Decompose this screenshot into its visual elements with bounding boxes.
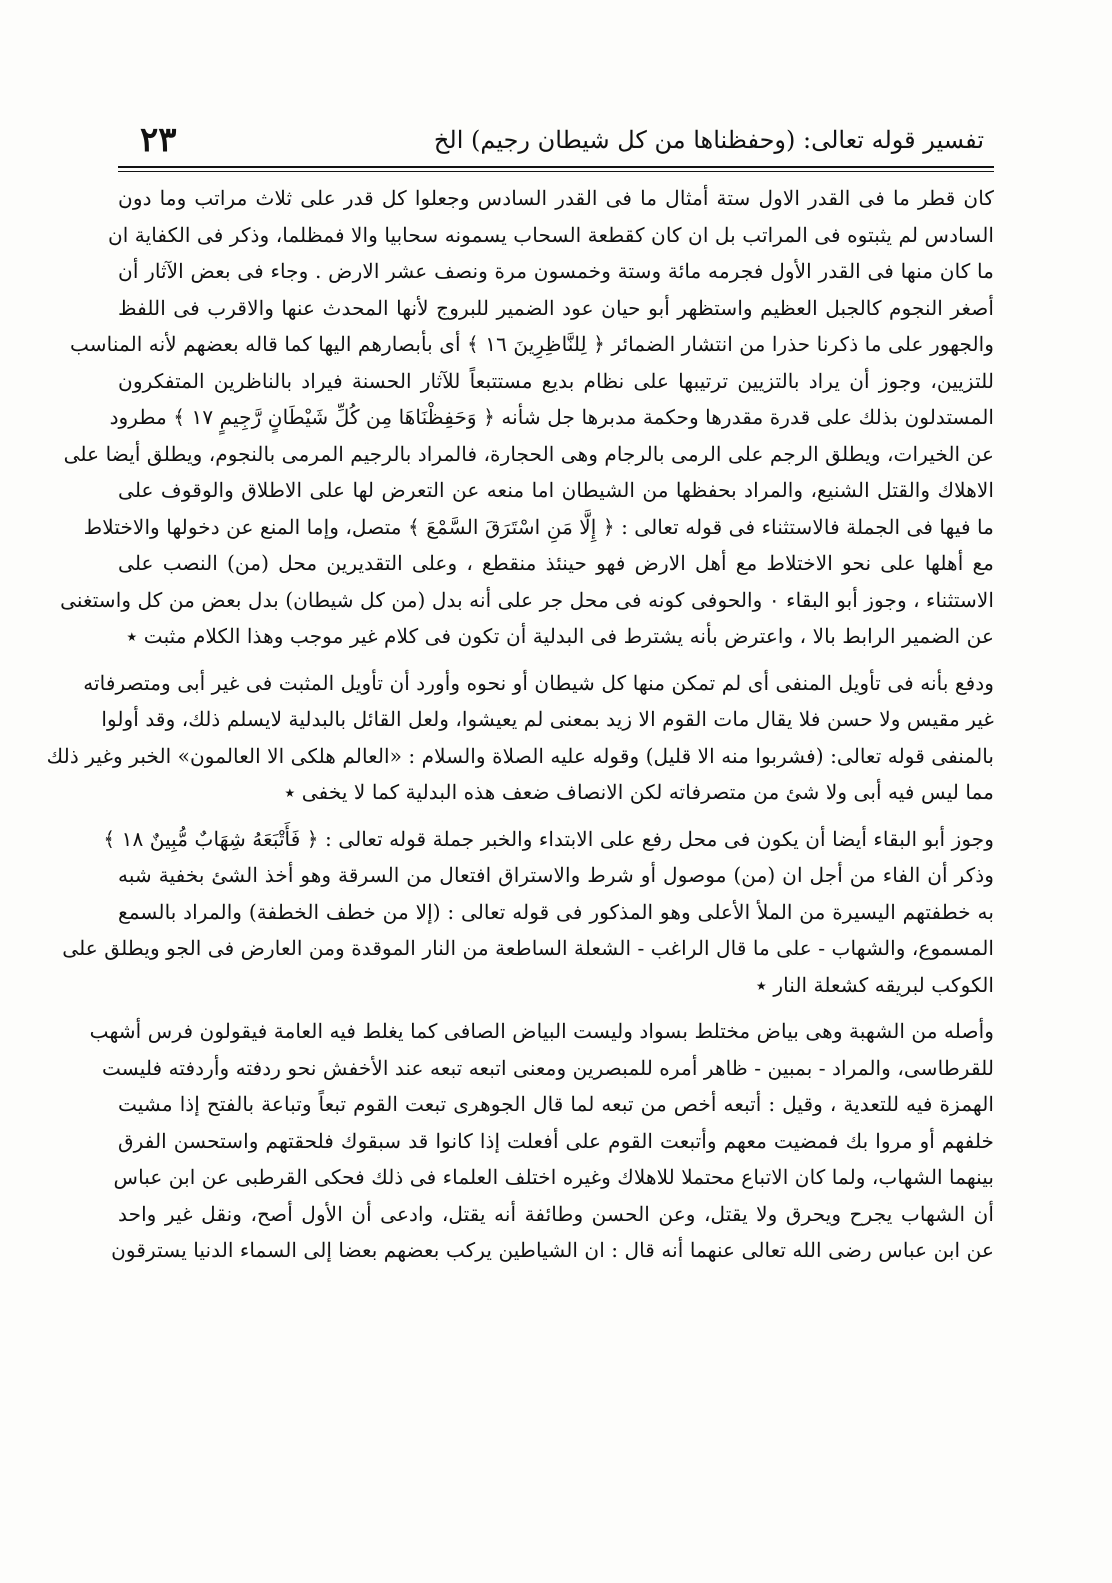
text-line: الهمزة فيه للتعدية ، وقيل : أتبعه أخص من تبعه لما قال الجوهرى تبعت القوم تبعاً وتباعة بالفتح إذا مشيت [118, 1092, 994, 1116]
text-line: الاستثناء ، وجوز أبو البقاء ٠ والحوفى كونه فى محل جر على أنه بدل (من كل شيطان) بدل بعض من كل واستغنى [60, 587, 994, 612]
text-line: للتزيين، وجوز أن يراد بالتزيين ترتيبها على نظام بديع مستتبعاً للآثار الحسنة فيراد بالناظرين المتفكرون [118, 368, 994, 393]
text-line: المستدلون بذلك على قدرة مقدرها وحكمة مدبرها جل شأنه ﴿ وَحَفِظْنَاهَا مِن كُلِّ شَيْطَانٍ رَّجِيمٍ ١٧ ﴾ مطرود [109, 405, 994, 429]
paragraph [46, 665, 994, 811]
text-line: بينهما الشهاب، ولما كان الاتباع محتملا للاهلاك وغيره اختلف العلماء فى ذلك فحكى القرطبى عن ابن عباس [113, 1165, 994, 1189]
running-title: تفسير قوله تعالى: (وحفظناها من كل شيطان رجيم) الخ [433, 126, 984, 154]
text-line: مع أهلها على نحو الاختلاط مع أهل الارض فهو حينئذ منقطع ، وعلى التقديرين محل (من) النصب على [118, 551, 994, 575]
text-line: السادس لم يثبتوه فى المراتب بل ان كان كقطعة السحاب يسمونه سحابيا والا فمظلما، وذكر فى الكفاية ان [107, 222, 994, 247]
paragraph-gap [118, 655, 994, 665]
text-line: خلفهم أو مروا بك فمضيت معهم وأتبعت القوم على أفعلت إذا كانوا قد سبقوك فلحقتهم واستحسن الفرق [118, 1128, 994, 1153]
body-text [46, 180, 994, 1269]
text-line: الكوكب لبريقه كشعلة النار ٭ [755, 972, 994, 997]
text-line: وأصله من الشهبة وهى بياض مختلط بسواد وليست البياض الصافى كما يغلط فيه العامة فيقولون فرس أشهب [89, 1019, 994, 1043]
text-line: والجهور على ما ذكرنا حذرا من انتشار الضمائر ﴿ لِلنَّاظِرِينَ ١٦ ﴾ أى بأبصارهم اليها كما قاله بعضهم لأنه المناسب [69, 332, 994, 356]
text-line: ودفع بأنه فى تأويل المنفى أى لم تمكن منها كل شيطان أو نحوه وأورد أن تأويل المثبت فى غير أبى ومتصرفاته [83, 670, 994, 695]
header-rule [118, 166, 994, 168]
paragraph-gap [118, 811, 994, 821]
text-line: ما فيها فى الجملة فالاستثناء فى قوله تعالى : ﴿ إِلَّا مَنِ اسْتَرَقَ السَّمْعَ ﴾ متصل، وإما المنع عن دخولها والاختلاط [83, 514, 994, 539]
page-number: ٢٣ [140, 120, 177, 160]
text-line: للقرطاسى، والمراد - بمبين - ظاهر أمره للمبصرين ومعنى اتبعه تبعه عند الأخفش نحو ردفته وأردفته فليست [101, 1055, 994, 1080]
text-line: المسموع، والشهاب - على ما قال الراغب - الشعلة الساطعة من النار الموقدة ومن العارض فى الجو ويطلق على [62, 936, 994, 960]
text-line: عن الضمير الرابط بالا ، واعترض بأنه يشترط فى البدلية أن تكون فى كلام غير موجب وهذا الكلام مثبت ٭ [126, 624, 994, 648]
text-line: الاهلاك والقتل الشنيع، والمراد بحفظها من الشيطان اما منعه عن التعرض لها على الاطلاق والوقوف على [118, 478, 994, 502]
text-line: أصغر النجوم كالجبل العظيم واستظهر أبو حيان عود الضمير للبروج لأنها المحدث عنها والاقرب فى اللفظ [118, 295, 994, 320]
text-line: غير مقيس ولا حسن فلا يقال مات القوم الا زيد بمعنى لم يعيشوا، ولعل القائل بالبدلية لايسلم ذلك، وقد أولوا [101, 707, 994, 731]
paragraph [60, 180, 994, 655]
text-line: به خطفتهم اليسيرة من الملأ الأعلى وهو المذكور فى قوله تعالى : (إلا من خطف الخطفة) والمراد بالسمع [118, 899, 994, 924]
text-line: وجوز أبو البقاء أيضا أن يكون فى محل رفع على الابتداء والخبر جملة قوله تعالى : ﴿ فَأَتْبَعَهُ شِهَابٌ مُّبِينٌ ١٨ ﴾ [103, 826, 994, 851]
paragraph [89, 1013, 994, 1269]
paragraph [62, 821, 994, 1004]
text-line: وذكر أن الفاء من أجل ان (من) موصول أو شرط والاستراق افتعال من السرقة وهو أخذ الشئ بخفية شبه [118, 863, 994, 887]
text-line: أن الشهاب يجرح ويحرق ولا يقتل، وعن الحسن وطائفة أنه يقتل، وادعى أن الأول أصح، ونقل غير واحد [118, 1201, 994, 1226]
text-line: عن الخيرات، ويطلق الرجم على الرمى بالرجام وهى الحجارة، فالمراد بالرجيم المرمى بالنجوم، ويطلق أيضا على [63, 441, 994, 466]
text-line: كان قطر ما فى القدر الاول ستة أمثال ما فى القدر السادس وجعلوا كل قدر على ثلاث مراتب وما دون [118, 186, 994, 210]
text-line: بالمنفى قوله تعالى: (فشربوا منه الا قليل) وقوله عليه الصلاة والسلام : «العالم هلكى الا العالمون» الخبر وغير ذلك [46, 743, 994, 768]
page-header [118, 118, 994, 164]
text-line: ما كان منها فى القدر الأول فجرمه مائة وستة وخمسون مرة ونصف عشر الارض . وجاء فى بعض الآثار أن [118, 259, 994, 283]
text-line: مما ليس فيه أبى ولا شئ من متصرفاته لكن الانصاف ضعف هذه البدلية كما لا يخفى ٭ [284, 780, 994, 804]
header-rule-thin [118, 171, 994, 172]
paragraph-gap [118, 1003, 994, 1013]
text-line: عن ابن عباس رضى الله تعالى عنهما أنه قال : ان الشياطين يركب بعضهم بعضا إلى السماء الدنيا يسترقون [111, 1238, 994, 1262]
